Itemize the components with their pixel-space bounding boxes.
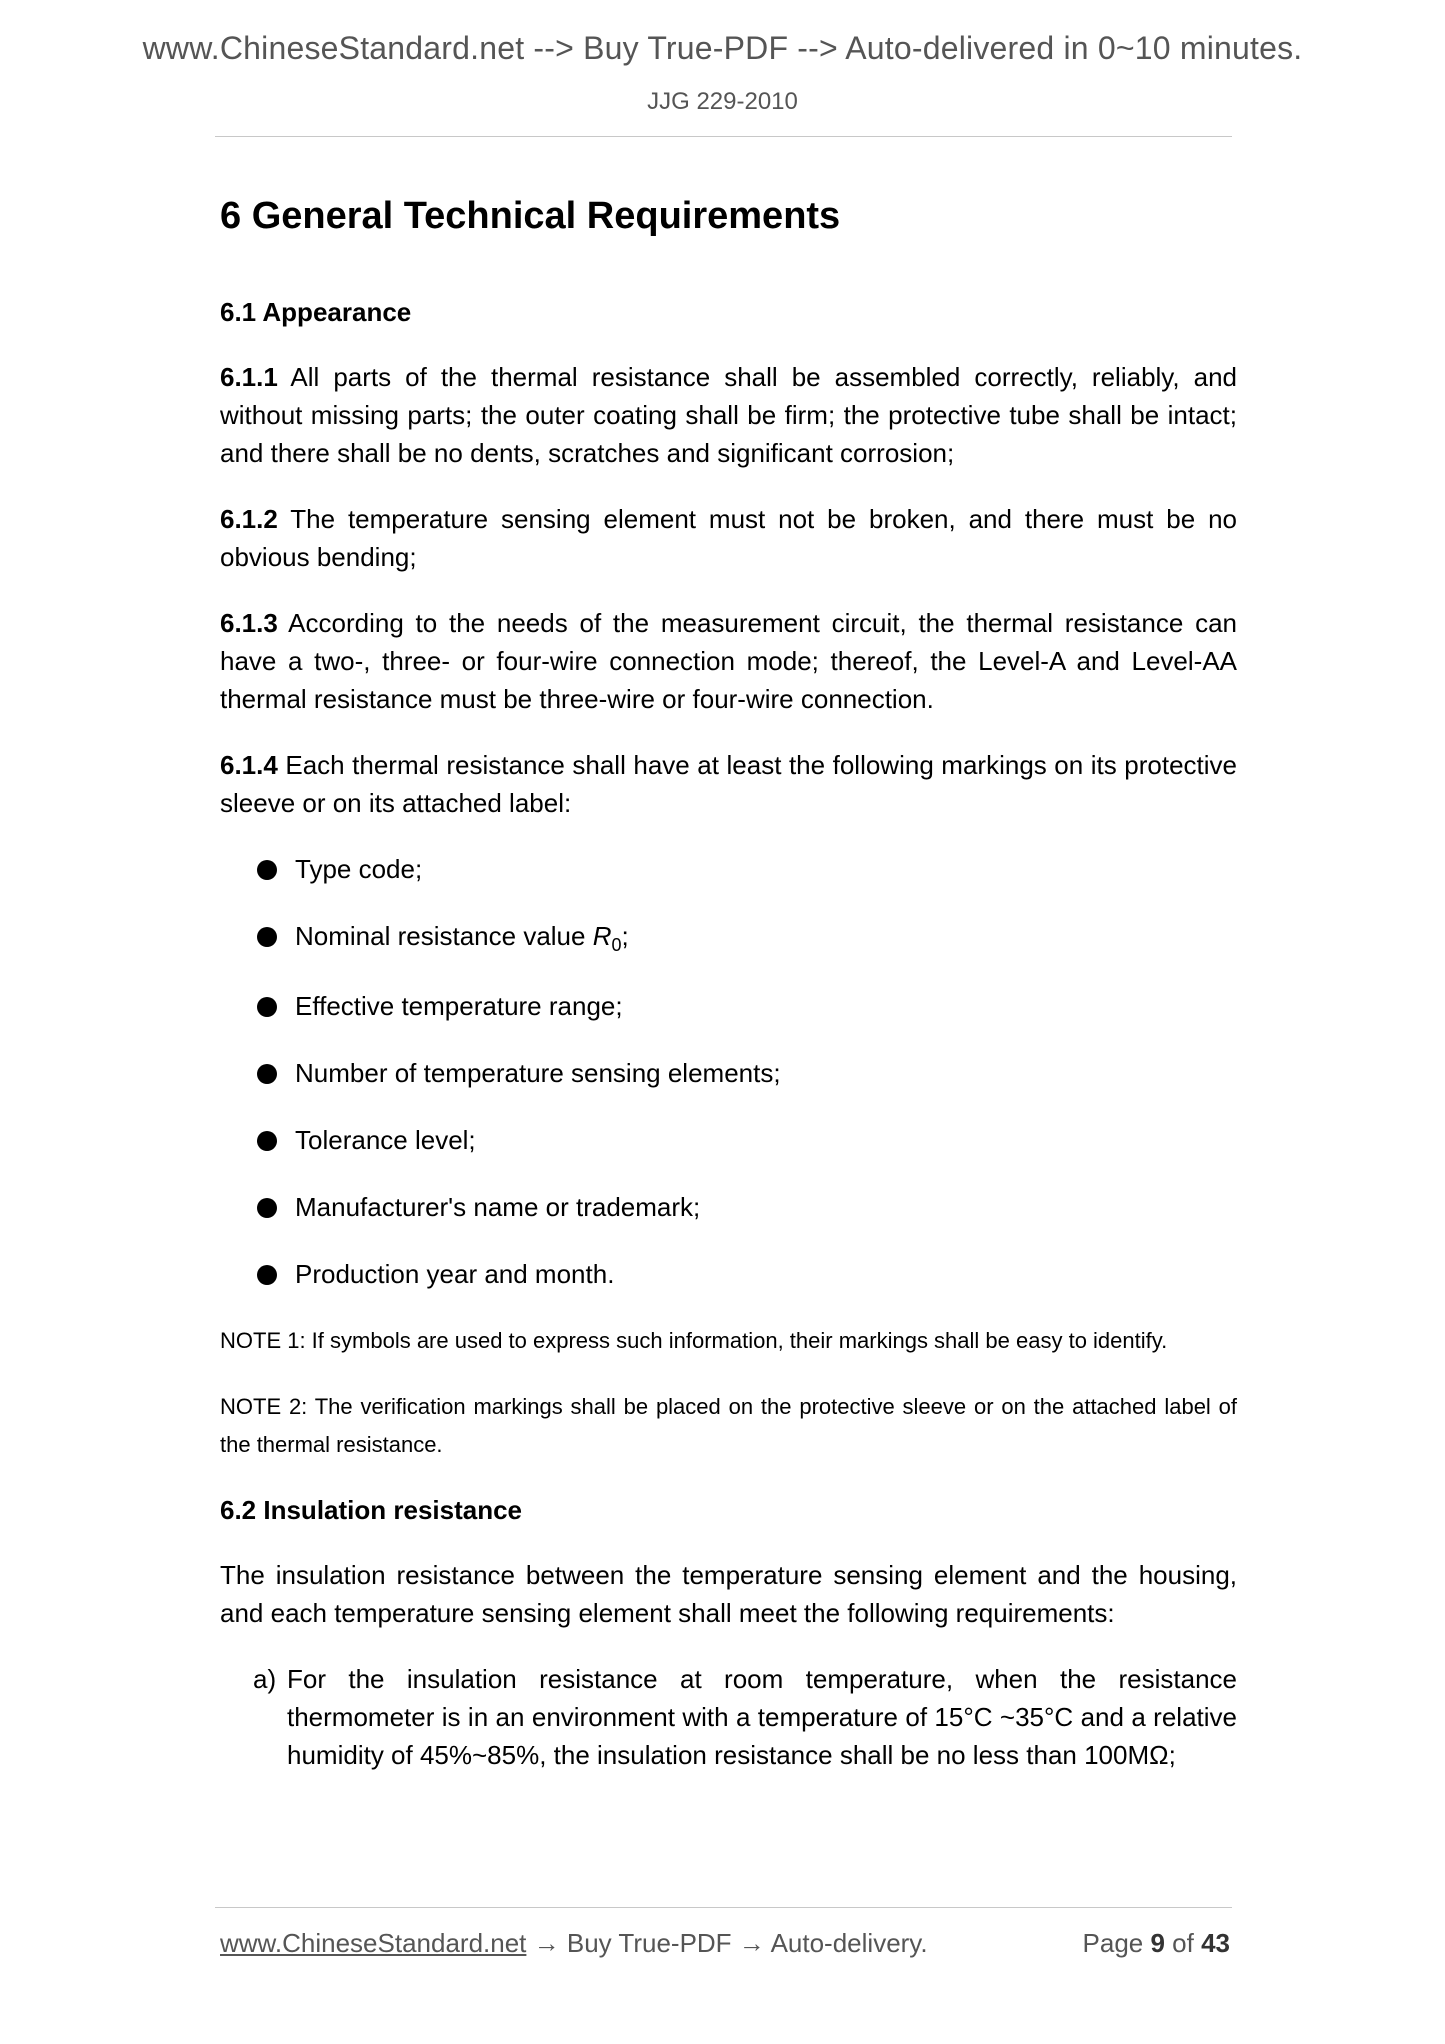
header-divider — [215, 136, 1232, 137]
section-title: 6 General Technical Requirements — [220, 195, 841, 237]
clause-number: 6.1.4 — [220, 750, 278, 780]
insulation-intro: The insulation resistance between the temperature sensing element and the housing, and each temperature sensing element shall meet the following requirements: — [220, 1560, 1237, 1628]
page-content — [220, 188, 1237, 1774]
item-text: For the insulation resistance at room temperature, when the resistance thermometer is in an environment with a temperature of 15°C ~35°C and a relative humidity of 45%~85%, the insulation resistance shall be no less than 100MΩ; — [287, 1664, 1237, 1770]
clause-number: 6.1.3 — [220, 608, 278, 638]
list-item-text: Tolerance level; — [295, 1125, 476, 1155]
page-label: Page — [1082, 1928, 1151, 1958]
requirement-item-a — [220, 1660, 1237, 1774]
symbol-r: R — [592, 921, 612, 951]
list-item-text: Number of temperature sensing elements; — [295, 1058, 781, 1088]
list-item-text: Production year and month. — [295, 1259, 615, 1289]
clause-6-1-2 — [220, 500, 1237, 576]
footer-promo-text: → Buy True-PDF → Auto-delivery. — [526, 1928, 928, 1958]
list-item-suffix: ; — [621, 921, 629, 951]
footer-divider — [215, 1907, 1232, 1908]
banner-text: www.ChineseStandard.net --> Buy True-PDF --> Auto-delivered in 0~10 minutes. — [142, 30, 1303, 66]
clause-text: According to the needs of the measurement circuit, the thermal resistance can have a two-, three- or four-wire connection mode; thereof, the Level-A and Level-AA thermal resistance must be three-wire or four-wire connection. — [220, 608, 1237, 714]
bullet-icon — [257, 1265, 277, 1285]
clause-text: The temperature sensing element must not be broken, and there must be no obvious bending; — [220, 504, 1237, 572]
clause-6-1-1 — [220, 358, 1237, 472]
list-item — [220, 917, 1237, 958]
page-indicator — [1083, 1928, 1230, 1959]
list-item — [220, 987, 1237, 1025]
bullet-icon — [257, 1064, 277, 1084]
bullet-icon — [257, 1131, 277, 1151]
footer-promo — [220, 1928, 928, 1959]
page-number: 9 — [1150, 1928, 1165, 1958]
subsection-title-insulation: 6.2 Insulation resistance — [220, 1495, 523, 1525]
list-item — [220, 1121, 1237, 1159]
list-item-text: Effective temperature range; — [295, 991, 623, 1021]
document-code: JJG 229-2010 — [647, 88, 798, 115]
site-link[interactable]: www.ChineseStandard.net — [220, 1928, 527, 1958]
of-label: of — [1164, 1928, 1202, 1958]
list-item-text: Nominal resistance value — [295, 921, 593, 951]
bullet-icon — [257, 997, 277, 1017]
bullet-icon — [257, 927, 277, 947]
page-total: 43 — [1201, 1928, 1230, 1958]
symbol-subscript: 0 — [611, 935, 622, 955]
clause-text: Each thermal resistance shall have at least the following markings on its protective sleeve or on its attached label: — [220, 750, 1237, 818]
clause-number: 6.1.1 — [220, 362, 278, 392]
list-item-text: Manufacturer's name or trademark; — [295, 1192, 701, 1222]
clause-6-1-4 — [220, 746, 1237, 822]
list-item — [220, 1188, 1237, 1226]
note-2: NOTE 2: The verification markings shall be placed on the protective sleeve or on the attached label of the thermal resistance. — [220, 1394, 1237, 1457]
bullet-icon — [257, 860, 277, 880]
list-item-text: Type code; — [295, 854, 423, 884]
clause-6-1-3 — [220, 604, 1237, 718]
list-item — [220, 850, 1237, 888]
subsection-title-appearance: 6.1 Appearance — [220, 297, 412, 327]
bullet-icon — [257, 1198, 277, 1218]
note-1: NOTE 1: If symbols are used to express such information, their markings shall be easy to identify. — [220, 1328, 1168, 1353]
list-item — [220, 1054, 1237, 1092]
item-marker: a) — [253, 1664, 277, 1694]
list-item — [220, 1255, 1237, 1293]
clause-number: 6.1.2 — [220, 504, 278, 534]
clause-text: All parts of the thermal resistance shall be assembled correctly, reliably, and without missing parts; the outer coating shall be firm; the protective tube shall be intact; and there shall be no dents, scratches and significant corrosion; — [220, 362, 1237, 468]
marking-list — [220, 850, 1237, 1293]
